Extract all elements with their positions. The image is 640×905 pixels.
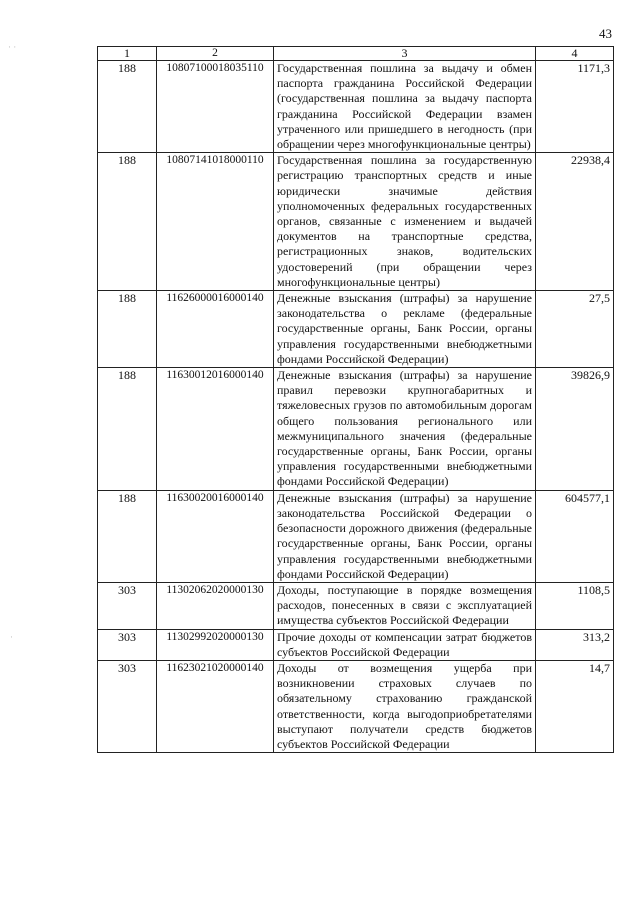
table-row bbox=[98, 368, 614, 491]
revenue-code-cell: 11630020016000140 bbox=[157, 490, 274, 582]
amount-cell: 27,5 bbox=[536, 291, 614, 368]
table-row bbox=[98, 153, 614, 291]
column-header: 4 bbox=[536, 47, 614, 61]
table-row bbox=[98, 582, 614, 629]
admin-code-cell: 188 bbox=[98, 291, 157, 368]
admin-code-cell: 188 bbox=[98, 61, 157, 153]
column-header: 2 bbox=[157, 47, 274, 61]
admin-code-cell: 188 bbox=[98, 490, 157, 582]
table-header-row bbox=[98, 47, 614, 61]
table-row bbox=[98, 660, 614, 752]
column-header: 3 bbox=[274, 47, 536, 61]
revenue-name-cell: Государственная пошлина за государственную регистрацию транспортных средств и иные юридически значимые действия уполномоченных федеральных государственных органов, связанные с изменением и выдачей документов на транспортные средства, регистрационных знаков, водительских удостоверений (при обращении через многофункциональные центры) bbox=[274, 153, 536, 291]
revenue-code-cell: 11630012016000140 bbox=[157, 368, 274, 491]
revenue-code-cell: 11302062020000130 bbox=[157, 582, 274, 629]
page-number: 43 bbox=[599, 26, 612, 41]
amount-cell: 22938,4 bbox=[536, 153, 614, 291]
revenue-name-cell: Доходы от возмещения ущерба при возникновении страховых случаев по обязательному страхованию гражданской ответственности, когда выгодоприобретателями выступают получатели средств бюджетов субъектов Российской Федерации bbox=[274, 660, 536, 752]
admin-code-cell: 188 bbox=[98, 368, 157, 491]
revenue-name-cell: Прочие доходы от компенсации затрат бюджетов субъектов Российской Федерации bbox=[274, 629, 536, 660]
revenue-name-cell: Доходы, поступающие в порядке возмещения расходов, понесенных в связи с эксплуатацией имущества субъектов Российской Федерации bbox=[274, 582, 536, 629]
amount-cell: 604577,1 bbox=[536, 490, 614, 582]
table-row bbox=[98, 490, 614, 582]
amount-cell: 39826,9 bbox=[536, 368, 614, 491]
revenue-code-cell: 11623021020000140 bbox=[157, 660, 274, 752]
table-row bbox=[98, 61, 614, 153]
margin-mark: · · bbox=[8, 42, 17, 52]
admin-code-cell: 303 bbox=[98, 629, 157, 660]
revenue-code-cell: 10807141018000110 bbox=[157, 153, 274, 291]
table-row bbox=[98, 629, 614, 660]
amount-cell: 14,7 bbox=[536, 660, 614, 752]
table-row bbox=[98, 291, 614, 368]
revenue-code-cell: 10807100018035110 bbox=[157, 61, 274, 153]
revenue-name-cell: Денежные взыскания (штрафы) за нарушение законодательства о рекламе (федеральные государственные органы, Банк России, органы управления государственными внебюджетными фондами Российской Федерации) bbox=[274, 291, 536, 368]
revenue-name-cell: Государственная пошлина за выдачу и обмен паспорта гражданина Российской Федерации (государственная пошлина за выдачу паспорта гражданина Российской Федерации взамен утраченного или пришедшего в негодность (при обращении через многофункциональные центры) bbox=[274, 61, 536, 153]
revenue-name-cell: Денежные взыскания (штрафы) за нарушение законодательства Российской Федерации о безопасности дорожного движения (федеральные государственные органы, Банк России, органы управления государственными внебюджетными фондами Российской Федерации) bbox=[274, 490, 536, 582]
amount-cell: 313,2 bbox=[536, 629, 614, 660]
revenue-code-cell: 11626000016000140 bbox=[157, 291, 274, 368]
admin-code-cell: 303 bbox=[98, 660, 157, 752]
amount-cell: 1108,5 bbox=[536, 582, 614, 629]
revenue-code-cell: 11302992020000130 bbox=[157, 629, 274, 660]
column-header: 1 bbox=[98, 47, 157, 61]
margin-mark: · bbox=[10, 632, 13, 642]
revenue-table bbox=[97, 46, 614, 753]
admin-code-cell: 188 bbox=[98, 153, 157, 291]
amount-cell: 1171,3 bbox=[536, 61, 614, 153]
revenue-name-cell: Денежные взыскания (штрафы) за нарушение правил перевозки крупногабаритных и тяжеловесных грузов по автомобильным дорогам общего пользования регионального или межмуниципального значения (федеральные государственные органы, Банк России, органы управления государственными внебюджетными фондами Российской Федерации) bbox=[274, 368, 536, 491]
admin-code-cell: 303 bbox=[98, 582, 157, 629]
